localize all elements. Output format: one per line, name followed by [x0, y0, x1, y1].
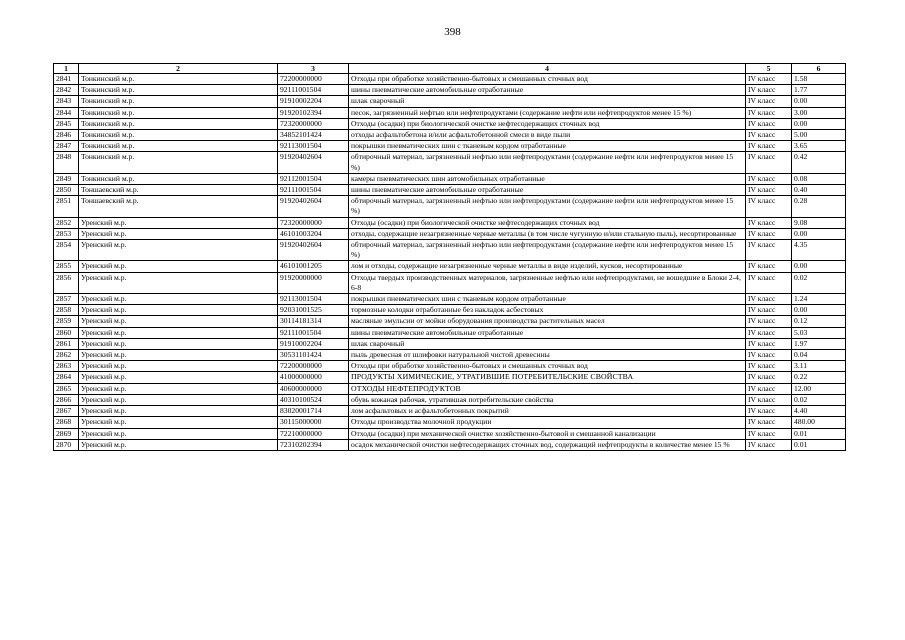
table-row: [54, 316, 846, 327]
waste-code-cell: 92031001525: [278, 305, 349, 316]
table-row: [54, 327, 846, 338]
hazard-class-cell: IV класс: [746, 240, 792, 261]
district-cell: Уренский м.р.: [79, 394, 278, 405]
row-number: 2869: [54, 428, 79, 439]
page-number: 398: [444, 26, 461, 38]
hazard-class-cell: IV класс: [746, 118, 792, 129]
amount-cell: 0.04: [792, 350, 846, 361]
hazard-class-cell: IV класс: [746, 428, 792, 439]
table-row: [54, 141, 846, 152]
amount-cell: 3.65: [792, 141, 846, 152]
district-cell: Уренский м.р.: [79, 294, 278, 305]
row-number: 2852: [54, 217, 79, 228]
row-number: 2857: [54, 294, 79, 305]
district-cell: Уренский м.р.: [79, 338, 278, 349]
table-row: [54, 130, 846, 141]
row-number: 2858: [54, 305, 79, 316]
amount-cell: 0.02: [792, 272, 846, 293]
waste-code-cell: 30114181314: [278, 316, 349, 327]
waste-code-cell: 92111001504: [278, 85, 349, 96]
header-cell-waste-name: 4: [349, 64, 746, 74]
header-cell-hazard-class: 5: [746, 64, 792, 74]
amount-cell: 0.00: [792, 118, 846, 129]
table-row: [54, 261, 846, 272]
waste-name-cell: отходы, содержащие незагрязненные черные металлы (в том числе чугунную и/или стальную пыль), несортированные: [349, 228, 746, 239]
hazard-class-cell: IV класс: [746, 196, 792, 217]
district-cell: Уренский м.р.: [79, 350, 278, 361]
table-row: [54, 338, 846, 349]
district-cell: Уренский м.р.: [79, 316, 278, 327]
district-cell: Уренский м.р.: [79, 272, 278, 293]
waste-code-cell: 92113001504: [278, 141, 349, 152]
hazard-class-cell: IV класс: [746, 173, 792, 184]
amount-cell: 1.97: [792, 338, 846, 349]
hazard-class-cell: IV класс: [746, 305, 792, 316]
amount-cell: 5.03: [792, 327, 846, 338]
amount-cell: 0.00: [792, 305, 846, 316]
waste-name-cell: тормозные колодки отработанные без накладок асбестовых: [349, 305, 746, 316]
table-row: [54, 406, 846, 417]
waste-code-cell: 40600000000: [278, 383, 349, 394]
waste-name-cell: шины пневматические автомобильные отработанные: [349, 327, 746, 338]
table-row: [54, 152, 846, 173]
waste-name-cell: Отходы при обработке хозяйственно-бытовых и смешанных сточных вод: [349, 361, 746, 372]
amount-cell: 3.11: [792, 361, 846, 372]
amount-cell: 0.02: [792, 394, 846, 405]
waste-name-cell: Отходы (осадки) при биологической очистке нефтесодержащих сточных вод: [349, 118, 746, 129]
row-number: 2865: [54, 383, 79, 394]
row-number: 2867: [54, 406, 79, 417]
table-row: [54, 85, 846, 96]
waste-name-cell: ПРОДУКТЫ ХИМИЧЕСКИЕ, УТРАТИВШИЕ ПОТРЕБИТЕЛЬСКИЕ СВОЙСТВА: [349, 372, 746, 383]
waste-code-cell: 72310202394: [278, 439, 349, 450]
hazard-class-cell: IV класс: [746, 272, 792, 293]
waste-code-cell: 72320000000: [278, 217, 349, 228]
table-row: [54, 294, 846, 305]
district-cell: Уренский м.р.: [79, 228, 278, 239]
hazard-class-cell: IV класс: [746, 361, 792, 372]
waste-code-cell: 83020001714: [278, 406, 349, 417]
district-cell: Уренский м.р.: [79, 361, 278, 372]
table-row: [54, 428, 846, 439]
row-number: 2860: [54, 327, 79, 338]
waste-name-cell: Отходы (осадки) при биологической очистке нефтесодержащих сточных вод: [349, 217, 746, 228]
hazard-class-cell: IV класс: [746, 130, 792, 141]
waste-name-cell: Отходы твердых производственных материалов, загрязненные нефтью или нефтепродуктами, не вошедшие в Блоки 2-4, 6-8: [349, 272, 746, 293]
hazard-class-cell: IV класс: [746, 417, 792, 428]
table-row: [54, 305, 846, 316]
district-cell: Тонкинский м.р.: [79, 118, 278, 129]
waste-code-cell: 40310100524: [278, 394, 349, 405]
table-row: [54, 383, 846, 394]
row-number: 2868: [54, 417, 79, 428]
table-row: [54, 272, 846, 293]
table-row: [54, 417, 846, 428]
waste-code-cell: 92111001504: [278, 327, 349, 338]
district-cell: Уренский м.р.: [79, 327, 278, 338]
district-cell: Уренский м.р.: [79, 240, 278, 261]
waste-table: [53, 63, 846, 451]
waste-name-cell: камеры пневматических шин автомобильных отработанные: [349, 173, 746, 184]
row-number: 2863: [54, 361, 79, 372]
district-cell: Уренский м.р.: [79, 417, 278, 428]
waste-code-cell: 72320000000: [278, 118, 349, 129]
amount-cell: 1.58: [792, 74, 846, 85]
waste-name-cell: обтирочный материал, загрязненный нефтью или нефтепродуктами (содержание нефти или нефтепродуктов менее 15 %): [349, 196, 746, 217]
waste-name-cell: песок, загрязненный нефтью или нефтепродуктами (содержание нефти или нефтепродуктов менее 15 %): [349, 107, 746, 118]
row-number: 2843: [54, 96, 79, 107]
table-header-row: [54, 64, 846, 74]
row-number: 2851: [54, 196, 79, 217]
district-cell: Тонкинский м.р.: [79, 130, 278, 141]
district-cell: Уренский м.р.: [79, 217, 278, 228]
waste-code-cell: 72210000000: [278, 428, 349, 439]
district-cell: Тонкинский м.р.: [79, 96, 278, 107]
amount-cell: 9.08: [792, 217, 846, 228]
district-cell: Тоншаевский м.р.: [79, 185, 278, 196]
hazard-class-cell: IV класс: [746, 74, 792, 85]
row-number: 2848: [54, 152, 79, 173]
hazard-class-cell: IV класс: [746, 372, 792, 383]
amount-cell: 0.08: [792, 173, 846, 184]
waste-name-cell: шины пневматические автомобильные отработанные: [349, 185, 746, 196]
waste-name-cell: шлак сварочный: [349, 96, 746, 107]
row-number: 2844: [54, 107, 79, 118]
hazard-class-cell: IV класс: [746, 96, 792, 107]
district-cell: Уренский м.р.: [79, 383, 278, 394]
header-cell-code: 3: [278, 64, 349, 74]
table-row: [54, 350, 846, 361]
waste-name-cell: лом и отходы, содержащие незагрязненные черные металлы в виде изделий, кусков, несортированные: [349, 261, 746, 272]
waste-code-cell: 46101003204: [278, 228, 349, 239]
hazard-class-cell: IV класс: [746, 394, 792, 405]
waste-code-cell: 91920102394: [278, 107, 349, 118]
row-number: 2864: [54, 372, 79, 383]
waste-code-cell: 30531101424: [278, 350, 349, 361]
waste-name-cell: шины пневматические автомобильные отработанные: [349, 85, 746, 96]
table-row: [54, 173, 846, 184]
waste-name-cell: покрышки пневматических шин с тканевым кордом отработанные: [349, 141, 746, 152]
row-number: 2841: [54, 74, 79, 85]
table-row: [54, 439, 846, 450]
amount-cell: 4.40: [792, 406, 846, 417]
amount-cell: 480.00: [792, 417, 846, 428]
amount-cell: 4.35: [792, 240, 846, 261]
table-row: [54, 361, 846, 372]
hazard-class-cell: IV класс: [746, 141, 792, 152]
district-cell: Тонкинский м.р.: [79, 85, 278, 96]
row-number: 2855: [54, 261, 79, 272]
row-number: 2861: [54, 338, 79, 349]
hazard-class-cell: IV класс: [746, 316, 792, 327]
waste-name-cell: ОТХОДЫ НЕФТЕПРОДУКТОВ: [349, 383, 746, 394]
hazard-class-cell: IV класс: [746, 152, 792, 173]
hazard-class-cell: IV класс: [746, 338, 792, 349]
amount-cell: 0.00: [792, 261, 846, 272]
hazard-class-cell: IV класс: [746, 185, 792, 196]
waste-code-cell: 92112001504: [278, 173, 349, 184]
header-cell-number: 1: [54, 64, 79, 74]
hazard-class-cell: IV класс: [746, 327, 792, 338]
table-row: [54, 107, 846, 118]
waste-name-cell: осадок механической очистки нефтесодержащих сточных вод, содержащий нефтепродукты в количестве менее 15 %: [349, 439, 746, 450]
waste-name-cell: обтирочный материал, загрязненный нефтью или нефтепродуктами (содержание нефти или нефтепродуктов менее 15 %): [349, 240, 746, 261]
waste-code-cell: 30115000000: [278, 417, 349, 428]
waste-code-cell: 91920000000: [278, 272, 349, 293]
header-cell-district: 2: [79, 64, 278, 74]
hazard-class-cell: IV класс: [746, 217, 792, 228]
table-row: [54, 74, 846, 85]
waste-code-cell: 72200000000: [278, 74, 349, 85]
row-number: 2866: [54, 394, 79, 405]
amount-cell: 0.42: [792, 152, 846, 173]
waste-code-cell: 91920402604: [278, 196, 349, 217]
district-cell: Тонкинский м.р.: [79, 107, 278, 118]
table-row: [54, 394, 846, 405]
waste-name-cell: Отходы производства молочной продукции: [349, 417, 746, 428]
waste-code-cell: 91920402604: [278, 240, 349, 261]
waste-name-cell: обувь кожаная рабочая, утратившая потребительские свойства: [349, 394, 746, 405]
district-cell: Уренский м.р.: [79, 439, 278, 450]
hazard-class-cell: IV класс: [746, 406, 792, 417]
district-cell: Уренский м.р.: [79, 261, 278, 272]
amount-cell: 0.22: [792, 372, 846, 383]
row-number: 2854: [54, 240, 79, 261]
waste-code-cell: 41000000000: [278, 372, 349, 383]
waste-code-cell: 92111001504: [278, 185, 349, 196]
row-number: 2847: [54, 141, 79, 152]
row-number: 2850: [54, 185, 79, 196]
amount-cell: 0.12: [792, 316, 846, 327]
table-row: [54, 196, 846, 217]
district-cell: Тонкинский м.р.: [79, 173, 278, 184]
amount-cell: 12.00: [792, 383, 846, 394]
district-cell: Уренский м.р.: [79, 372, 278, 383]
table-row: [54, 185, 846, 196]
table-row: [54, 118, 846, 129]
waste-code-cell: 72200000000: [278, 361, 349, 372]
waste-name-cell: Отходы (осадки) при механической очистке хозяйственно-бытовой и смешанной канализации: [349, 428, 746, 439]
waste-name-cell: покрышки пневматических шин с тканевым кордом отработанные: [349, 294, 746, 305]
waste-code-cell: 91910002204: [278, 96, 349, 107]
hazard-class-cell: IV класс: [746, 261, 792, 272]
table-row: [54, 372, 846, 383]
table-row: [54, 96, 846, 107]
amount-cell: 0.28: [792, 196, 846, 217]
district-cell: Тонкинский м.р.: [79, 74, 278, 85]
waste-code-cell: 91920402604: [278, 152, 349, 173]
waste-name-cell: шлак сварочный: [349, 338, 746, 349]
row-number: 2849: [54, 173, 79, 184]
table-row: [54, 217, 846, 228]
amount-cell: 5.00: [792, 130, 846, 141]
row-number: 2862: [54, 350, 79, 361]
hazard-class-cell: IV класс: [746, 228, 792, 239]
row-number: 2845: [54, 118, 79, 129]
row-number: 2859: [54, 316, 79, 327]
waste-name-cell: пыль древесная от шлифовки натуральной чистой древесины: [349, 350, 746, 361]
hazard-class-cell: IV класс: [746, 383, 792, 394]
amount-cell: 0.00: [792, 96, 846, 107]
waste-name-cell: отходы асфальтобетона и/или асфальтобетонной смеси в виде пыли: [349, 130, 746, 141]
waste-name-cell: масляные эмульсии от мойки оборудования производства растительных масел: [349, 316, 746, 327]
row-number: 2870: [54, 439, 79, 450]
table-row: [54, 228, 846, 239]
waste-code-cell: 34852101424: [278, 130, 349, 141]
hazard-class-cell: IV класс: [746, 85, 792, 96]
district-cell: Уренский м.р.: [79, 428, 278, 439]
waste-code-cell: 91910002204: [278, 338, 349, 349]
amount-cell: 3.00: [792, 107, 846, 118]
hazard-class-cell: IV класс: [746, 107, 792, 118]
waste-name-cell: лом асфальтовых и асфальтобетонных покрытий: [349, 406, 746, 417]
hazard-class-cell: IV класс: [746, 294, 792, 305]
hazard-class-cell: IV класс: [746, 439, 792, 450]
amount-cell: 0.01: [792, 428, 846, 439]
table-row: [54, 240, 846, 261]
district-cell: Тонкинский м.р.: [79, 141, 278, 152]
district-cell: Уренский м.р.: [79, 406, 278, 417]
row-number: 2853: [54, 228, 79, 239]
district-cell: Тоншаевский м.р.: [79, 196, 278, 217]
hazard-class-cell: IV класс: [746, 350, 792, 361]
district-cell: Уренский м.р.: [79, 305, 278, 316]
district-cell: Тонкинский м.р.: [79, 152, 278, 173]
waste-code-cell: 92113001504: [278, 294, 349, 305]
amount-cell: 1.24: [792, 294, 846, 305]
waste-name-cell: обтирочный материал, загрязненный нефтью или нефтепродуктами (содержание нефти или нефтепродуктов менее 15 %): [349, 152, 746, 173]
amount-cell: 1.77: [792, 85, 846, 96]
amount-cell: 0.40: [792, 185, 846, 196]
row-number: 2856: [54, 272, 79, 293]
amount-cell: 0.00: [792, 228, 846, 239]
header-cell-amount: 6: [792, 64, 846, 74]
waste-code-cell: 46101001205: [278, 261, 349, 272]
amount-cell: 0.01: [792, 439, 846, 450]
row-number: 2846: [54, 130, 79, 141]
row-number: 2842: [54, 85, 79, 96]
waste-name-cell: Отходы при обработке хозяйственно-бытовых и смешанных сточных вод: [349, 74, 746, 85]
